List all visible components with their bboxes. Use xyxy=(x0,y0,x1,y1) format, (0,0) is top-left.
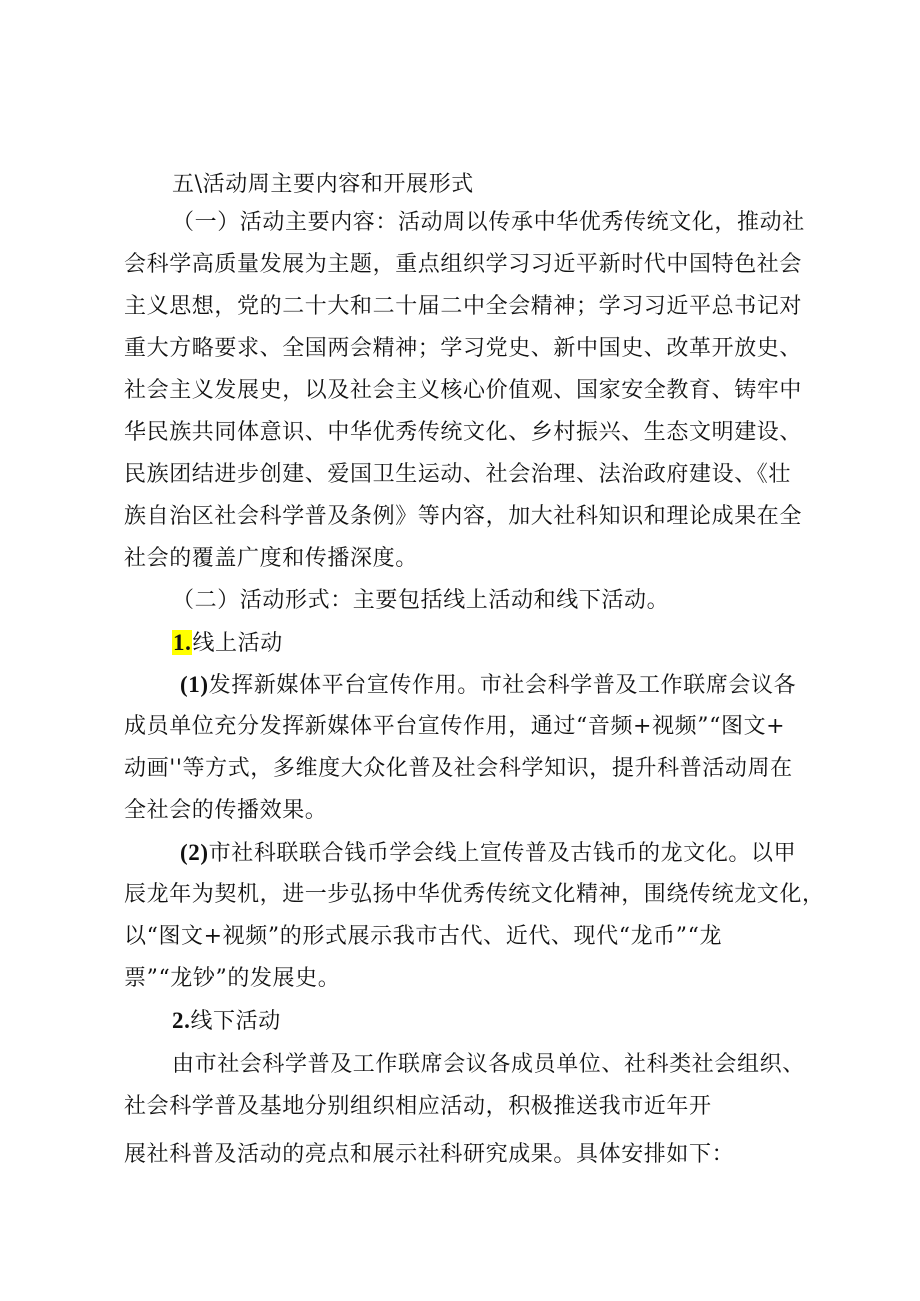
paragraph-content-line-1: （一）活动主要内容：活动周以传承中华优秀传统文化，推动社 xyxy=(172,210,805,235)
paragraph-content-line-2: 会科学高质量发展为主题，重点组织学习习近平新时代中国特色社会 xyxy=(124,252,803,277)
paragraph-content-line-8: 族自治区社会科学普及条例》等内容，加大社科知识和理论成果在全 xyxy=(124,504,803,529)
item-1-line-4: 全社会的传播效果。 xyxy=(124,798,328,823)
item-2-line-3: 以“图文+视频”的形式展示我市古代、近代、现代“龙币”“龙 xyxy=(124,924,723,949)
paragraph-content-line-7: 民族团结进步创建、爱国卫生运动、社会治理、法治政府建设、《壮 xyxy=(124,462,792,487)
paragraph-offline-line-2: 社会科学普及基地分别组织相应活动，积极推送我市近年开 xyxy=(124,1094,712,1119)
item-1-line-2: 成员单位充分发挥新媒体平台宣传作用，通过“音频+视频”“图文+ xyxy=(124,714,786,739)
paragraph-content-line-3: 主义思想，党的二十大和二十届二中全会精神；学习习近平总书记对 xyxy=(124,294,803,319)
paragraph-offline-line-3: 展社科普及活动的亮点和展示社科研究成果。具体安排如下： xyxy=(124,1142,735,1167)
subheading-offline-number: 2. xyxy=(172,1008,191,1033)
paragraph-forms: （二）活动形式：主要包括线上活动和线下活动。 xyxy=(172,588,670,613)
paragraph-content-line-4: 重大方略要求、全国两会精神；学习党史、新中国史、改革开放史、 xyxy=(124,336,803,361)
subheading-online-title: 线上活动 xyxy=(192,631,283,656)
highlighted-number: 1. xyxy=(173,630,192,655)
paragraph-content-line-6: 华民族共同体意识、中华优秀传统文化、乡村振兴、生态文明建设、 xyxy=(124,420,803,445)
subheading-offline xyxy=(172,1006,281,1037)
item-2-text: 市社科联联合钱币学会线上宣传普及古钱币的龙文化。以甲 xyxy=(208,841,797,866)
item-2-number: (2) xyxy=(180,840,209,865)
item-2-line-4: 票”“龙钞”的发展史。 xyxy=(124,966,341,991)
item-2-line-1 xyxy=(180,838,796,869)
item-1-line-3: 动画''等方式，多维度大众化普及社会科学知识，提升科普活动周在 xyxy=(124,756,793,781)
subheading-online xyxy=(172,628,283,659)
item-1-line-1 xyxy=(180,670,796,701)
paragraph-content-line-5: 社会主义发展史，以及社会主义核心价值观、国家安全教育、铸牢中 xyxy=(124,378,803,403)
item-2-line-2: 辰龙年为契机，进一步弘扬中华优秀传统文化精神，围绕传统龙文化， xyxy=(124,882,825,907)
paragraph-offline-line-1: 由市社会科学普及工作联席会议各成员单位、社科类社会组织、 xyxy=(172,1052,805,1077)
paragraph-content-line-9: 社会的覆盖广度和传播深度。 xyxy=(124,546,418,571)
item-1-number: (1) xyxy=(180,672,209,697)
subheading-offline-title: 线下活动 xyxy=(190,1009,281,1034)
item-1-text: 发挥新媒体平台宣传作用。市社会科学普及工作联席会议各 xyxy=(208,673,797,698)
section-heading: 五\活动周主要内容和开展形式 xyxy=(172,172,474,197)
